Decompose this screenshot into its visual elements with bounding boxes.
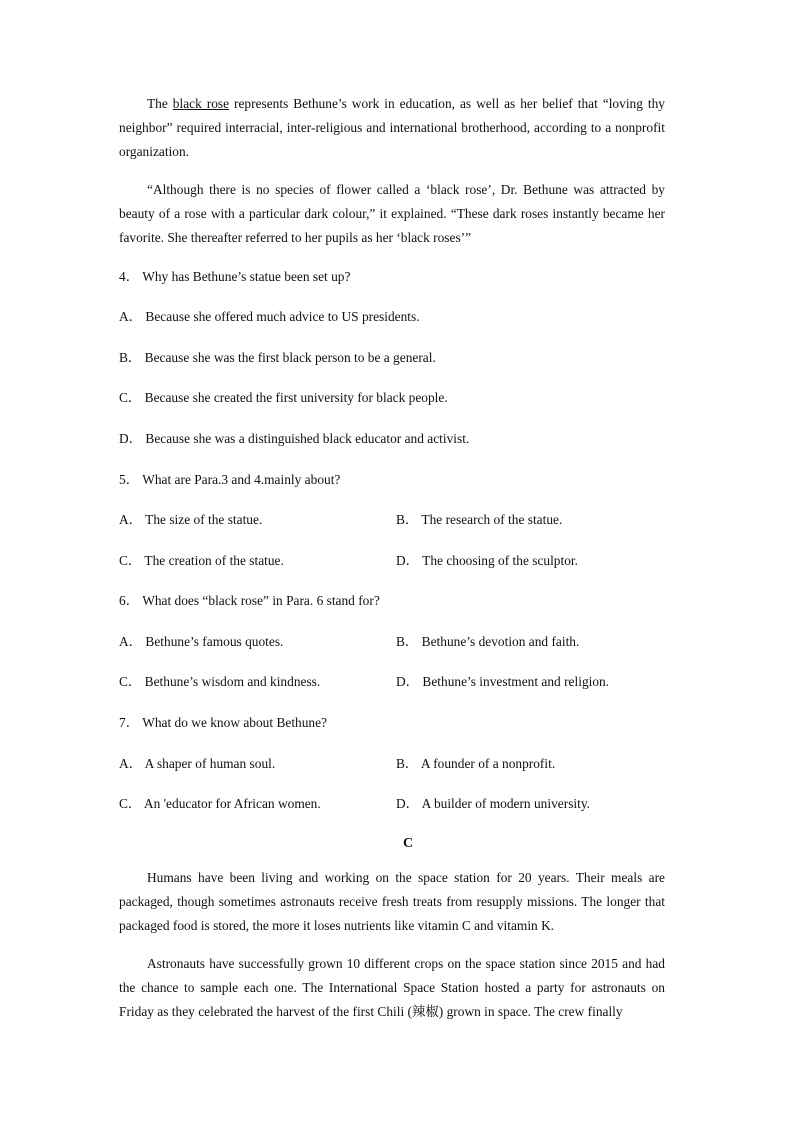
paragraph-text: The xyxy=(147,96,173,111)
passage-b-paragraph-2: “Although there is no species of flower called a ‘black rose’, Dr. Bethune was attracted by beauty of a rose with a particular dark colour,” it explained. “These dark roses instantly became her favorite. She thereafter referred to her pupils as her ‘black roses’” xyxy=(119,182,665,245)
question-7-option-a: A． A shaper of human soul. xyxy=(119,756,276,771)
black-rose-underlined: black rose xyxy=(172,96,230,111)
question-6-option-d: D． Bethune’s investment and religion. xyxy=(396,674,610,689)
question-7-stem: 7． What do we know about Bethune? xyxy=(119,715,328,730)
question-5-stem: 5． What are Para.3 and 4.mainly about? xyxy=(119,472,341,487)
question-6-option-a: A． Bethune’s famous quotes. xyxy=(119,634,284,649)
section-c-heading: C xyxy=(402,836,414,851)
question-4-option-d: D． Because she was a distinguished black educator and activist. xyxy=(119,431,470,446)
section-c-paragraph-1: Humans have been living and working on the space station for 20 years. Their meals are packaged, though sometimes astronauts receive fresh treats from resupply missions. The longer that packaged food is stored, the more it loses nutrients like vitamin C and vitamin K. xyxy=(119,870,665,933)
question-6-option-c: C． Bethune’s wisdom and kindness. xyxy=(119,674,321,689)
question-7-option-d: D． A builder of modern university. xyxy=(396,796,591,811)
question-4-option-a: A． Because she offered much advice to US presidents. xyxy=(119,309,420,324)
passage-b-paragraph-1 xyxy=(119,92,665,164)
question-4-stem: 4． Why has Bethune’s statue been set up? xyxy=(119,269,351,284)
question-6-option-b: B． Bethune’s devotion and faith. xyxy=(396,634,580,649)
question-6-stem: 6． What does “black rose” in Para. 6 stand for? xyxy=(119,593,380,608)
section-c-paragraph-2: Astronauts have successfully grown 10 different crops on the space station since 2015 and had the chance to sample each one. The International Space Station hosted a party for astronauts on Friday as they celebrated the harvest of the first Chili (辣椒) grown in space. The crew finally xyxy=(119,956,665,1019)
question-5-option-b: B． The research of the statue. xyxy=(396,512,563,527)
question-7-option-b: B． A founder of a nonprofit. xyxy=(396,756,556,771)
paragraph-text: represents Bethune’s work in education, as well as her belief that “loving thy neighbor” required interracial, inter-religious and international brotherhood, according to a nonprofit organization. xyxy=(119,96,666,159)
question-5-option-c: C． The creation of the statue. xyxy=(119,553,284,568)
question-7-option-c: C． An 'educator for African women. xyxy=(119,796,321,811)
question-4-option-c: C． Because she created the first university for black people. xyxy=(119,390,448,405)
question-5-option-d: D． The choosing of the sculptor. xyxy=(396,553,578,568)
question-5-option-a: A． The size of the statue. xyxy=(119,512,263,527)
question-4-option-b: B． Because she was the first black person to be a general. xyxy=(119,350,436,365)
